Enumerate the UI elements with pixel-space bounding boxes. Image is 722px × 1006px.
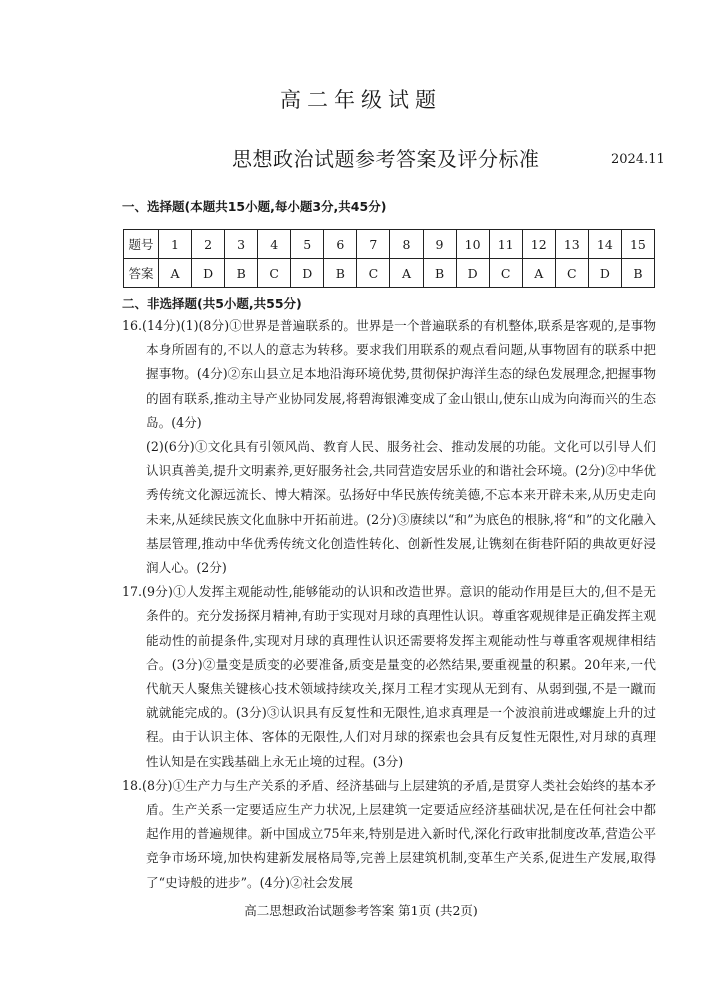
- answer-q16-part1: 16.(14分)(1)(8分)①世界是普遍联系的。世界是一个普遍联系的有机整体,联系是客观的,是事物本身所固有的,不以人的意志为转移。要求我们用联系的观点看问题,从事物固有的联系中把握事物。(4分)②东山县立足本地沿海环境优势,贯彻保护海洋生态的绿色发展理念,把握事物的固有联系,推动主导产业协同发展,将碧海银滩变成了金山银山,使东山成为向海而兴的生态岛。(4分): [122, 318, 656, 430]
- answer-body: [122, 314, 656, 895]
- answer-cell: B: [423, 259, 456, 288]
- question-number-cell: 10: [456, 230, 489, 259]
- question-number-cell: 3: [225, 230, 258, 259]
- answer-cell: D: [588, 259, 621, 288]
- answer-q17: 17.(9分)①人发挥主观能动性,能够能动的认识和改造世界。意识的能动作用是巨大的,但不是无条件的。充分发扬探月精神,有助于实现对月球的真理性认识。尊重客观规律是正确发挥主观能动性的前提条件,实现对月球的真理性认识还需要将发挥主观能动性与尊重客观规律相结合。(3分)②量变是质变的必要准备,质变是量变的必然结果,要重视量的积累。20年来,一代代航天人聚焦关键核心技术领域持续攻关,探月工程才实现从无到有、从弱到强,不是一蹴而就就能完成的。(3分)③认识具有反复性和无限性,追求真理是一个波浪前进或螺旋上升的过程。由于认识主体、客体的无限性,人们对月球的探索也会具有反复性无限性,对月球的真理性认知是在实践基础上永无止境的过程。(3分): [122, 584, 656, 769]
- answer-q16-part2: (2)(6分)①文化具有引领风尚、教育人民、服务社会、推动发展的功能。文化可以引导人们认识真善美,提升文明素养,更好服务社会,共同营造安居乐业的和谐社会环境。(2分)②中华优秀传统文化源远流长、博大精深。弘扬好中华民族传统美德,不忘本来开辟未来,从历史走向未来,从延续民族文化血脉中开拓前进。(2分)③赓续以“和”为底色的根脉,将“和”的文化融入基层管理,推动中华优秀传统文化创造性转化、创新性发展,让镌刻在街巷阡陌的典故更好浸润人心。(2分): [146, 439, 656, 576]
- answer-table-answer-row: [124, 259, 655, 288]
- document-title: 思想政治试题参考答案及评分标准: [232, 147, 540, 171]
- document-date: 2024.11: [611, 152, 665, 167]
- question-number-cell: 7: [357, 230, 390, 259]
- question-number-cell: 5: [291, 230, 324, 259]
- answer-cell: D: [456, 259, 489, 288]
- question-number-cell: 8: [390, 230, 423, 259]
- answer-cell: D: [192, 259, 225, 288]
- answer-table: [123, 229, 655, 288]
- question-number-cell: 15: [621, 230, 654, 259]
- answer-cell: A: [159, 259, 192, 288]
- answer-cell: A: [522, 259, 555, 288]
- table-row-label: 答案: [124, 259, 159, 288]
- question-number-cell: 11: [489, 230, 522, 259]
- answer-cell: B: [621, 259, 654, 288]
- section-heading-nonchoice: 二、非选择题(共5小题,共55分): [122, 296, 302, 311]
- answer-cell: A: [390, 259, 423, 288]
- answer-cell: B: [324, 259, 357, 288]
- question-number-cell: 1: [159, 230, 192, 259]
- question-number-cell: 2: [192, 230, 225, 259]
- answer-cell: C: [489, 259, 522, 288]
- question-number-cell: 4: [258, 230, 291, 259]
- table-row-label: 题号: [124, 230, 159, 259]
- answer-cell: C: [357, 259, 390, 288]
- answer-q18: 18.(8分)①生产力与生产关系的矛盾、经济基础与上层建筑的矛盾,是贯穿人类社会始终的基本矛盾。生产关系一定要适应生产力状况,上层建筑一定要适应经济基础状况,是在任何社会中都起作用的普遍规律。新中国成立75年来,特别是进入新时代,深化行政审批制度改革,营造公平竞争市场环境,加快构建新发展格局等,完善上层建筑机制,变革生产关系,促进生产发展,取得了“史诗般的进步”。(4分)②社会发展: [122, 777, 656, 890]
- exam-title: 高二年级试题: [280, 88, 442, 112]
- section-heading-choice: 一、选择题(本题共15小题,每小题3分,共45分): [122, 199, 387, 214]
- question-number-cell: 12: [522, 230, 555, 259]
- question-number-cell: 6: [324, 230, 357, 259]
- answer-cell: C: [555, 259, 588, 288]
- question-number-cell: 13: [555, 230, 588, 259]
- page-footer: 高二思想政治试题参考答案 第1页 (共2页): [244, 903, 478, 918]
- answer-cell: C: [258, 259, 291, 288]
- question-number-cell: 9: [423, 230, 456, 259]
- answer-cell: D: [291, 259, 324, 288]
- answer-cell: B: [225, 259, 258, 288]
- answer-table-number-row: [124, 230, 655, 259]
- question-number-cell: 14: [588, 230, 621, 259]
